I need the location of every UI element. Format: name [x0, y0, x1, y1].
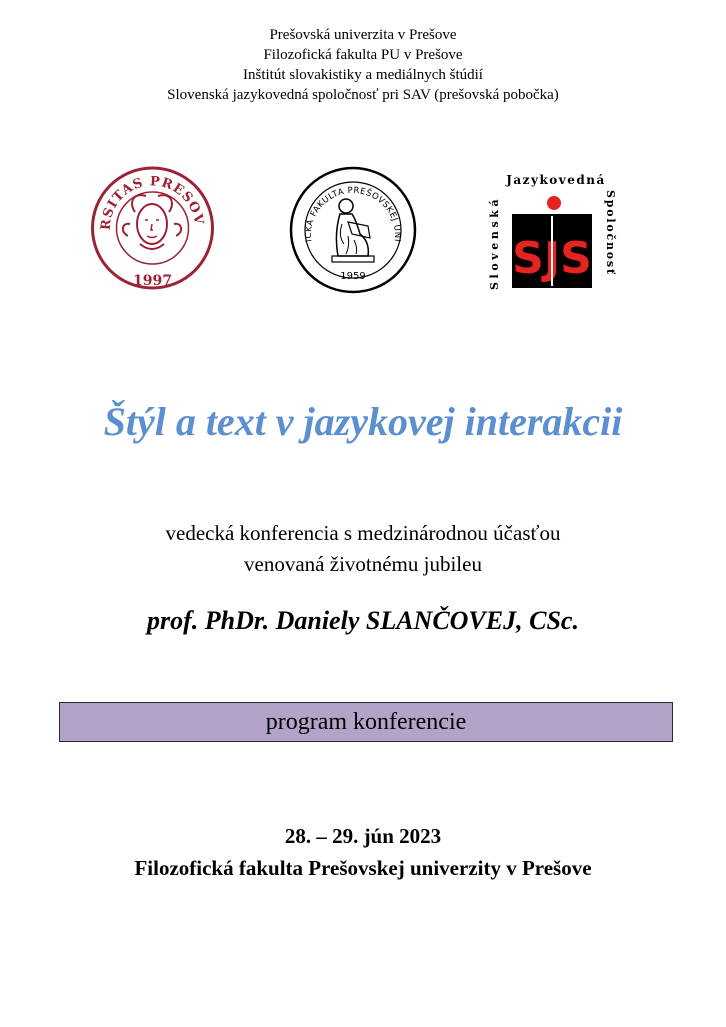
- event-venue: Filozofická fakulta Prešovskej univerzity v Prešove: [134, 856, 592, 880]
- header-faculty: Filozofická fakulta PU v Prešove: [263, 47, 463, 63]
- program-banner: [59, 702, 673, 742]
- svg-text:1997: 1997: [133, 273, 172, 289]
- conference-subtitle: [0, 518, 726, 580]
- institution-header: [0, 25, 726, 105]
- svg-text:UNIVERSITAS PRESOVIENSIS: RSITAS PRESOV: [98, 174, 207, 231]
- svg-text:Jazykovedná: Jazykovedná: [506, 173, 606, 187]
- event-date: 28. – 29. jún 2023: [284, 824, 442, 848]
- faculty-seal-icon: [288, 164, 418, 296]
- event-details: [0, 820, 726, 884]
- svg-text:Spoločnosť: Spoločnosť: [604, 190, 617, 276]
- subtitle-line-2: venovaná životnému jubileu: [244, 552, 482, 576]
- svg-text:SJS: SJS: [512, 233, 592, 284]
- svg-text:Slovenská: Slovenská: [488, 195, 501, 290]
- header-institute: Inštitút slovakistiky a mediálnych štúdií: [243, 67, 483, 83]
- conference-title: Štýl a text v jazykovej interakcii: [103, 399, 623, 444]
- society-logo-icon: [486, 168, 618, 298]
- subtitle-line-1: vedecká konferencia s medzinárodnou účasťou: [165, 521, 561, 545]
- header-university: Prešovská univerzita v Prešove: [269, 27, 457, 43]
- honoree-name: prof. PhDr. Daniely SLANČOVEJ, CSc.: [147, 606, 579, 635]
- header-society: Slovenská jazykovedná spoločnosť pri SAV (prešovská pobočka): [167, 87, 559, 103]
- svg-text:1959: 1959: [340, 271, 366, 282]
- program-label: program konferencie: [265, 708, 467, 735]
- university-seal-icon: [90, 162, 215, 294]
- svg-text:FILOZOFICKÁ FAKULTA PREŠOVSKEJ: ICKÁ FAKULTA PREŠOVSKEJ UNI: [303, 185, 403, 243]
